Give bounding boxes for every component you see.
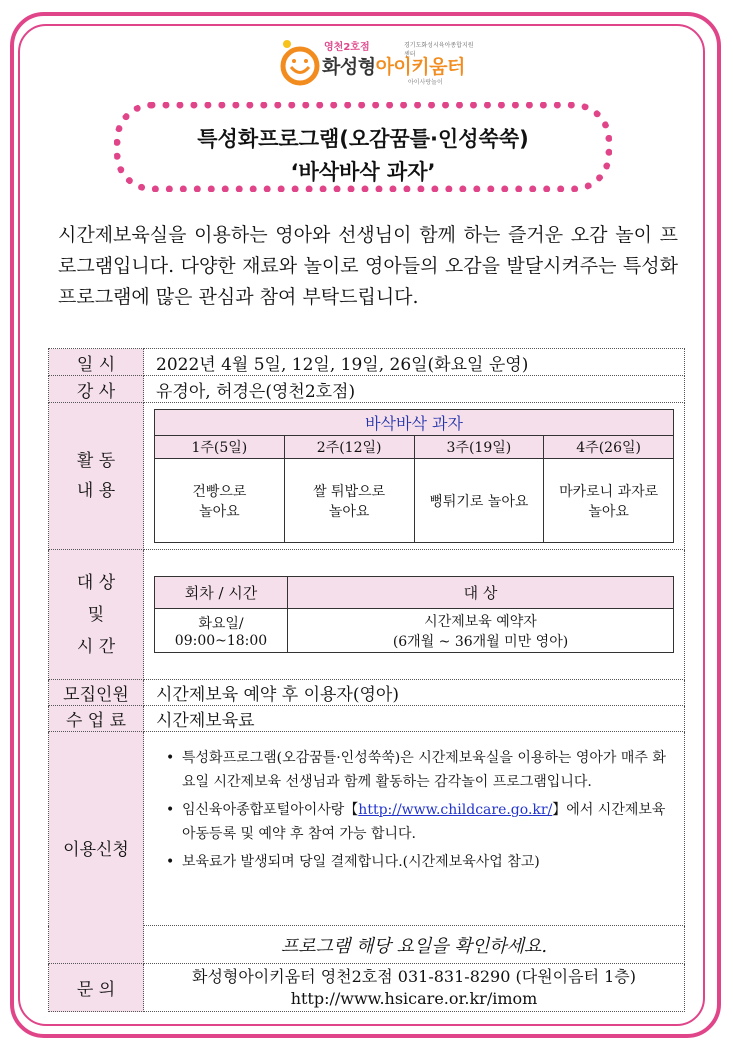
intro-paragraph: 시간제보육실을 이용하는 영아와 선생님이 함께 하는 즐거운 오감 놀이 프로그램입니다. 다양한 재료와 놀이로 영아들의 오감을 발달시켜주는 특성화 프로그램에 많은 관심과 참여 부탁드립니다. xyxy=(58,224,678,308)
fee-row xyxy=(49,706,685,732)
instructor-value: 유경아, 허경은(영천2호점) xyxy=(144,376,685,403)
target-label: 대 상 및 시 간 xyxy=(49,550,144,680)
logo-branch: 영천2호점 xyxy=(324,42,370,53)
time-cell: 화요일/ 09:00~18:00 xyxy=(155,609,288,653)
notice-row xyxy=(49,926,685,964)
schedule-value: 2022년 4월 5일, 12일, 19일, 26일(화요일 운영) xyxy=(144,349,685,376)
week-content: 건빵으로 놀아요 xyxy=(155,459,285,543)
target-row xyxy=(49,550,685,680)
week-content: 뻥튀기로 놀아요 xyxy=(414,459,544,543)
recruit-value: 시간제보육 예약 후 이용자(영아) xyxy=(144,680,685,706)
week-header: 2주(12일) xyxy=(284,436,414,459)
recruit-label: 모집인원 xyxy=(49,680,144,706)
notice-text: 프로그램 해당 요일을 확인하세요. xyxy=(144,926,685,964)
inquiry-url[interactable]: http://www.hsicare.or.kr/imom xyxy=(290,988,538,1008)
apply-item: • 특성화프로그램(오감꿈틀·인성쑥쑥)은 시간제보육실을 이용하는 영아가 매주 화요일 시간제보육 선생님과 함께 활동하는 감각놀이 프로그램입니다. xyxy=(166,746,666,794)
target-header: 대 상 xyxy=(288,577,674,609)
info-table xyxy=(48,348,685,1012)
week-content: 마카로니 과자로 놀아요 xyxy=(544,459,674,543)
week-header: 1주(5일) xyxy=(155,436,285,459)
round-time-header: 회차 / 시간 xyxy=(155,577,288,609)
childcare-link[interactable]: http://www.childcare.go.kr/ xyxy=(358,802,553,818)
apply-list xyxy=(152,746,666,874)
inquiry-contact: 화성형아이키움터 영천2호점 031-831-8290 (다원이음터 1층) xyxy=(191,966,636,986)
instructor-label: 강 사 xyxy=(49,376,144,403)
apply-item: • 보육료가 발생되며 당일 결제합니다.(시간제보육사업 참고) xyxy=(166,850,666,874)
activity-row xyxy=(49,403,685,550)
activity-table xyxy=(154,409,674,543)
instructor-row xyxy=(49,376,685,403)
apply-label: 이용신청 xyxy=(49,732,144,964)
inquiry-label: 문 의 xyxy=(49,964,144,1012)
week-content: 쌀 튀밥으로 놀아요 xyxy=(284,459,414,543)
schedule-label: 일 시 xyxy=(49,349,144,376)
logo-org: 경기도화성시육아종합지원센터 xyxy=(404,42,474,58)
target-cell: 시간제보육 예약자 (6개월 ~ 36개월 미만 영아) xyxy=(288,609,674,653)
inquiry-row xyxy=(49,964,685,1012)
apply-item: • 임신육아종합포털아이사랑【http://www.childcare.go.kr/】에서 시간제보육 아동등록 및 예약 후 참여 가능 합니다. xyxy=(166,798,666,846)
fee-value: 시간제보육료 xyxy=(144,706,685,732)
logo xyxy=(278,32,478,94)
logo-subtitle: 아이사랑놀이 xyxy=(408,79,443,86)
logo-name: 화성형아이키움터 xyxy=(322,56,465,78)
title-box xyxy=(114,102,612,192)
program-title: 바삭바삭 과자 xyxy=(155,410,674,436)
activity-label: 활 동 내 용 xyxy=(49,403,144,550)
apply-row xyxy=(49,732,685,926)
fee-label: 수 업 료 xyxy=(49,706,144,732)
week-header: 4주(26일) xyxy=(544,436,674,459)
recruit-row xyxy=(49,680,685,706)
week-header: 3주(19일) xyxy=(414,436,544,459)
schedule-row xyxy=(49,349,685,376)
page-subtitle: ‘바삭바삭 과자’ xyxy=(290,160,436,184)
page-title: 특성화프로그램(오감꿈틀·인성쑥쑥) xyxy=(197,127,529,151)
target-table xyxy=(154,576,674,653)
smiley-logo-icon xyxy=(278,36,324,88)
